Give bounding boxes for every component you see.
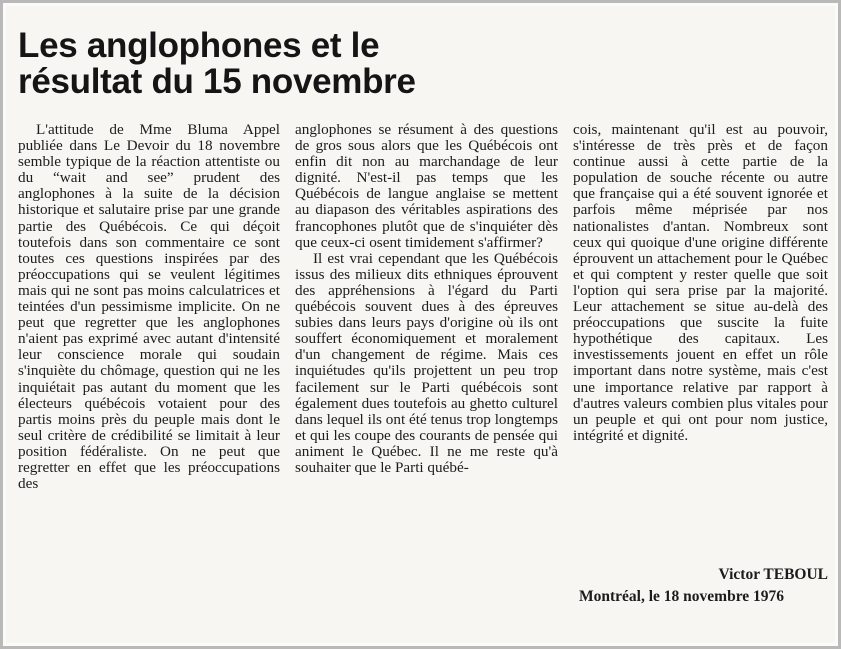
newspaper-clipping <box>6 6 835 643</box>
paragraph: cois, maintenant qu'il est au pouvoir, s'intéresse de très près et de façon continue aussi à cette partie de la population de souche récente ou autre que française qui a été souvent ignorée et parfois même méprisée par nos nationalistes d'antan. Nombreux sont ceux qui quoique d'une origine différente éprouvent un attachement pour le Québec et qui comptent y rester quelle que soit l'option qui sera prise par la majorité. Leur attachement se situe au-delà des préoccupations que suscite la fuite hypothétique des capitaux. Les investissements jouent en effet un rôle important dans notre système, mais c'est une importance relative par rapport à d'autres valeurs combien plus vitales pour un peuple et qui ont pour nom justice, intégrité et dignité. <box>573 121 828 444</box>
paragraph: L'attitude de Mme Bluma Appel publiée dans Le Devoir du 18 novembre semble typique de la réaction attentiste ou du “wait and see” prudent des anglophones à la suite de la décision historique et salutaire prise par une grande partie des Québécois. Ce qui déçoit toutefois dans son commentaire ce sont toutes ces questions inspirées par des préoccupations qui se veulent légitimes mais qui ne sont pas moins calculatrices et teintées d'un pessimisme implicite. On ne peut que regretter que les anglophones n'aient pas exprimé avec autant d'intensité leur conscience morale qui soudain s'inquiète du chômage, question qui ne les inquiétait pas autant du moment que les électeurs québécois votaient pour des partis moins près du peuple mais dont le seul critère de crédibilité se limitait à leur position fédéraliste. On ne peut que regretter en effet que les préoccupations des <box>18 121 280 493</box>
article-column-3 <box>573 122 828 444</box>
article-column-1 <box>18 122 280 492</box>
author-signature: Victor TEBOUL <box>718 566 828 583</box>
paragraph: anglophones se résument à des questions de gros sous alors que les Québécois ont enfin dit non au marchandage de leur dignité. N'est-il pas temps que les Québécois de langue anglaise se mettent au diapason des véritables aspirations des francophones plutôt que de s'inquiéter dès que ceux-ci osent timidement s'affirmer? <box>295 121 558 251</box>
paragraph: Il est vrai cependant que les Québécois issus des milieux dits ethniques éprouvent des appréhensions à l'égard du Parti québécois souvent dues à des épreuves subies dans leurs pays d'origine où ils ont souffert économiquement et moralement d'un changement de régime. Mais ces inquiétudes qu'ils projettent un peu trop facilement sur le Parti québécois sont également dues toutefois au ghetto culturel dans lequel ils ont été tenus trop longtemps et qui les coupe des courants de pensée qui animent le Québec. Il ne me reste qu'à souhaiter que le Parti québé- <box>295 249 558 476</box>
article-column-2 <box>295 122 558 476</box>
article-title: Les anglophones et le résultat du 15 novembre <box>18 26 416 101</box>
dateline: Montréal, le 18 novembre 1976 <box>579 588 785 605</box>
